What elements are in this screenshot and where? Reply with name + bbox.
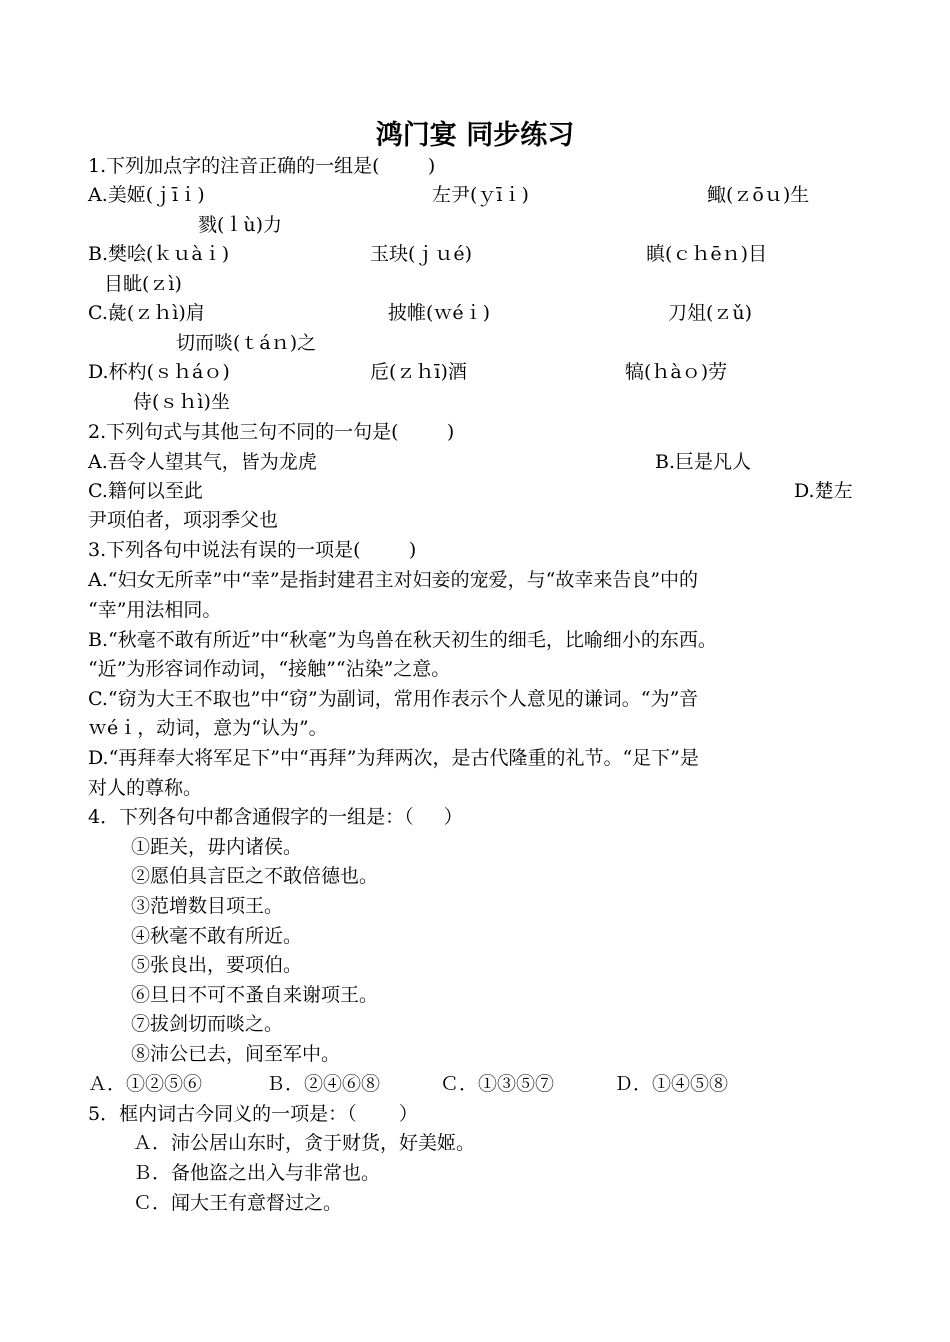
q2-option-d-part2: 尹项伯者，项羽季父也 [88,509,279,531]
q3-stem: 3.下列各句中说法有误的一项是( ) [88,539,417,561]
q2-option-c: C.籍何以至此 [88,480,203,502]
q1-option-a-1: A.美姬(ｊīｉ) [88,184,205,206]
q2-option-d-part1: D.楚左 [794,480,853,502]
q1-option-c-2: 披帷(ｗéｉ) [388,302,491,324]
q3-option-b-line1: B.“秋毫不敢有所近”中“秋毫”为鸟兽在秋天初生的细毛，比喻细小的东西。 [88,629,717,651]
q1-option-c-3: 刀俎(ｚǔ) [668,302,753,324]
q4-item: ④秋毫不敢有所近。 [131,925,303,947]
q2-option-b: B.巨是凡人 [655,451,752,473]
q1-option-d-1: D.杯杓(ｓｈáｏ) [88,361,230,383]
q4-item: ⑤张良出，要项伯。 [131,954,303,976]
q2-option-a: A.吾令人望其气，皆为龙虎 [88,451,317,473]
q1-option-a-2: 左尹(ｙīｉ) [432,184,529,206]
page-title: 鸿门宴 同步练习 [375,120,575,151]
q1-option-b-1: B.樊哙(ｋｕàｉ) [88,243,230,265]
q1-option-b-2: 玉玦(ｊｕé) [370,243,473,265]
q1-option-d-2: 卮(ｚｈī)酒 [370,361,467,383]
q1-option-a-4: 戮(ｌù)力 [198,214,283,236]
q4-option-c: Ｃ．①③⑤⑦ [440,1073,555,1095]
q5-stem: 5．框内词古今同义的一项是：（ ） [88,1103,418,1125]
q3-option-a-line1: A.“妇女无所幸”中“幸”是指封建君主对妇妾的宠爱，与“故幸来告良”中的 [88,569,699,591]
q5-option-c: Ｃ．闻大王有意督过之。 [133,1192,343,1214]
q4-item: ⑥旦日不可不蚤自来谢项王。 [131,984,379,1006]
q4-option-a: Ａ．①②⑤⑥ [88,1073,203,1095]
q1-option-d-4: 侍(ｓｈì)坐 [133,391,230,413]
q5-option-a: Ａ．沛公居山东时，贪于财货，好美姬。 [133,1132,476,1154]
q4-item: ③范增数目项王。 [131,895,284,917]
q4-option-b: Ｂ．②④⑥⑧ [266,1073,381,1095]
q1-stem: 1.下列加点字的注音正确的一组是( ) [88,155,436,177]
q3-option-d-line1: D.“再拜奉大将军足下”中“再拜”为拜两次，是古代隆重的礼节。“足下”是 [88,747,699,769]
q3-option-c-line1: C.“窃为大王不取也”中“窃”为副词，常用作表示个人意见的谦词。“为”音 [88,688,699,710]
q4-item: ⑦拔剑切而啖之。 [131,1013,284,1035]
q4-item: ⑧沛公已去，间至军中。 [131,1043,341,1065]
q3-option-b-line2: “近”为形容词作动词，“接触”“沾染”之意。 [88,658,451,680]
q1-option-b-4: 目眦(ｚì) [104,273,182,295]
q5-option-b: Ｂ．备他盗之出入与非常也。 [133,1162,381,1184]
q1-option-c-1: C.彘(ｚｈì)肩 [88,302,205,324]
q2-stem: 2.下列句式与其他三句不同的一句是( ) [88,421,455,443]
q4-stem: 4．下列各句中都含通假字的一组是：（ ） [88,806,463,828]
q1-option-c-4: 切而啖(ｔáｎ)之 [176,332,317,354]
q3-option-d-line2: 对人的尊称。 [88,777,203,799]
q1-option-b-3: 瞋(ｃｈēｎ)目 [646,243,768,265]
q1-option-a-3: 鲰(ｚōｕ)生 [707,184,810,206]
q1-option-d-3: 犒(ｈàｏ)劳 [625,361,728,383]
q3-option-a-line2: “幸”用法相同。 [88,599,222,621]
q4-option-d: Ｄ．①④⑤⑧ [614,1073,729,1095]
q4-item: ①距关，毋内诸侯。 [131,836,303,858]
q4-item: ②愿伯具言臣之不敢倍德也。 [131,865,379,887]
q3-option-c-line2: ｗéｉ，动词，意为“认为”。 [88,717,328,739]
